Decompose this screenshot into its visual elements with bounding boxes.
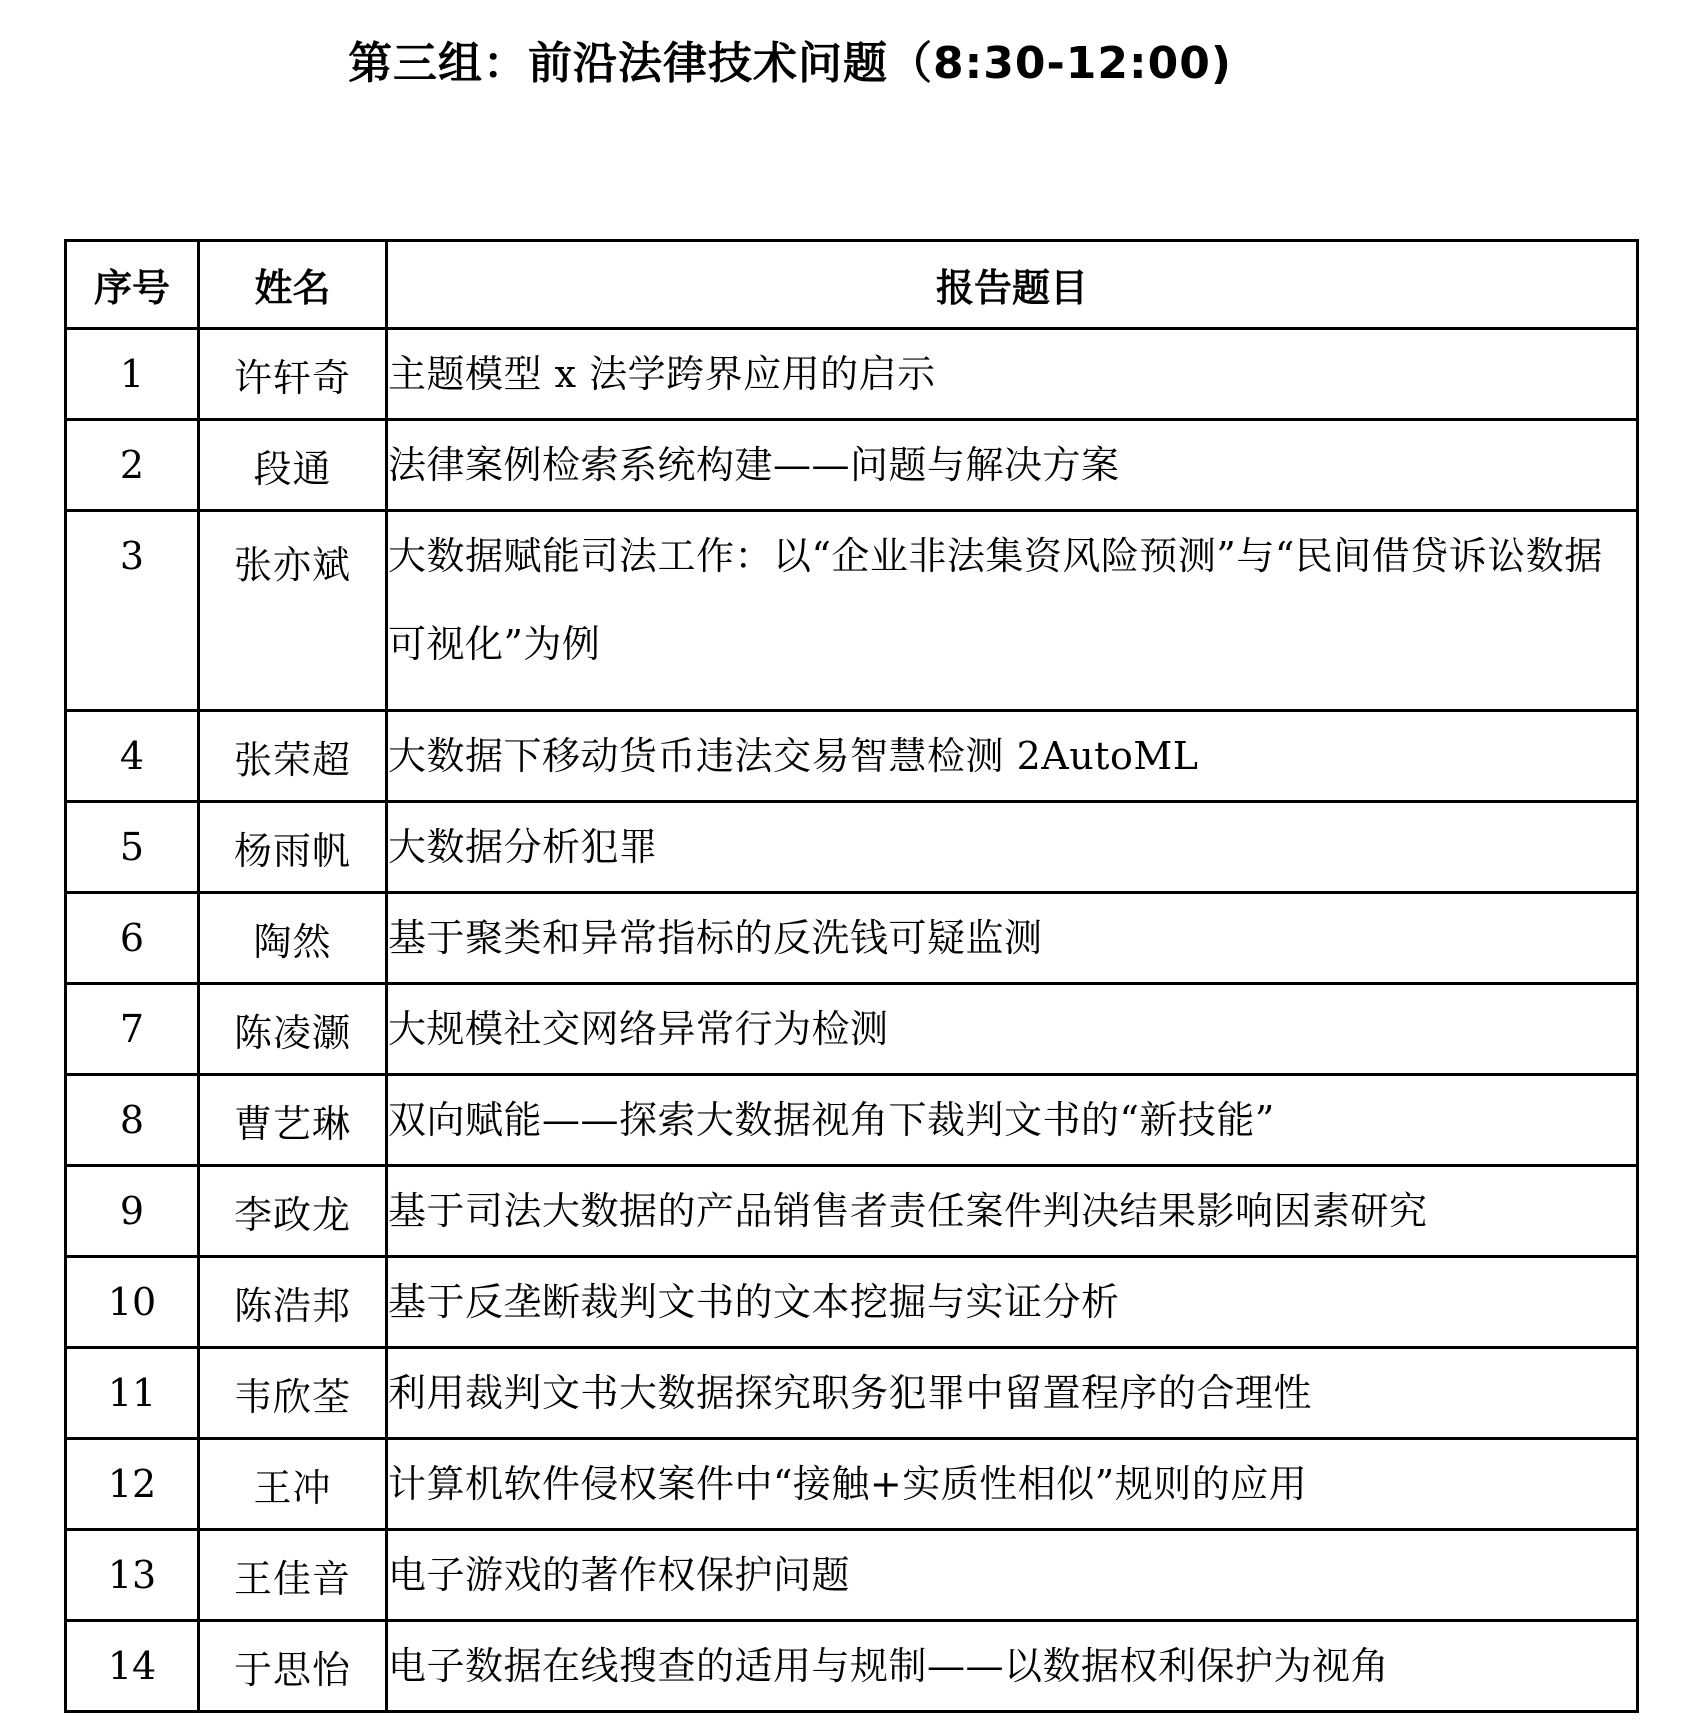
row-topic: 基于反垄断裁判文书的文本挖掘与实证分析 bbox=[387, 1257, 1638, 1348]
row-number: 2 bbox=[66, 420, 199, 511]
table-row bbox=[66, 1348, 1638, 1439]
row-topic: 双向赋能——探索大数据视角下裁判文书的“新技能” bbox=[387, 1075, 1638, 1166]
row-name: 曹艺琳 bbox=[199, 1075, 387, 1166]
row-topic: 计算机软件侵权案件中“接触+实质性相似”规则的应用 bbox=[387, 1439, 1638, 1530]
row-name: 许轩奇 bbox=[199, 329, 387, 420]
row-number: 8 bbox=[66, 1075, 199, 1166]
table-row bbox=[66, 1439, 1638, 1530]
row-number: 7 bbox=[66, 984, 199, 1075]
row-number: 11 bbox=[66, 1348, 199, 1439]
table-row bbox=[66, 1621, 1638, 1712]
table-header-row bbox=[66, 241, 1638, 329]
row-number: 5 bbox=[66, 802, 199, 893]
table-row bbox=[66, 1075, 1638, 1166]
row-name: 段通 bbox=[199, 420, 387, 511]
row-name: 王佳音 bbox=[199, 1530, 387, 1621]
row-topic: 电子数据在线搜查的适用与规制——以数据权利保护为视角 bbox=[387, 1621, 1638, 1712]
table-row bbox=[66, 511, 1638, 711]
row-topic: 利用裁判文书大数据探究职务犯罪中留置程序的合理性 bbox=[387, 1348, 1638, 1439]
row-number: 4 bbox=[66, 711, 199, 802]
row-number: 10 bbox=[66, 1257, 199, 1348]
row-topic: 电子游戏的著作权保护问题 bbox=[387, 1530, 1638, 1621]
row-number: 6 bbox=[66, 893, 199, 984]
row-topic: 基于司法大数据的产品销售者责任案件判决结果影响因素研究 bbox=[387, 1166, 1638, 1257]
table-row bbox=[66, 802, 1638, 893]
row-name: 张亦斌 bbox=[199, 511, 387, 711]
row-topic: 法律案例检索系统构建——问题与解决方案 bbox=[387, 420, 1638, 511]
row-topic: 大数据下移动货币违法交易智慧检测 2AutoML bbox=[387, 711, 1638, 802]
row-number: 9 bbox=[66, 1166, 199, 1257]
page-title: 第三组：前沿法律技术问题（8:30-12:00) bbox=[348, 38, 1232, 89]
row-topic: 大数据赋能司法工作：以“企业非法集资风险预测”与“民间借贷诉讼数据可视化”为例 bbox=[387, 511, 1638, 711]
row-number: 12 bbox=[66, 1439, 199, 1530]
row-name: 陈凌灏 bbox=[199, 984, 387, 1075]
row-topic: 大规模社交网络异常行为检测 bbox=[387, 984, 1638, 1075]
row-topic: 主题模型 x 法学跨界应用的启示 bbox=[387, 329, 1638, 420]
row-name: 杨雨帆 bbox=[199, 802, 387, 893]
row-topic: 基于聚类和异常指标的反洗钱可疑监测 bbox=[387, 893, 1638, 984]
header-number: 序号 bbox=[66, 241, 199, 329]
row-number: 13 bbox=[66, 1530, 199, 1621]
row-name: 陈浩邦 bbox=[199, 1257, 387, 1348]
row-name: 于思怡 bbox=[199, 1621, 387, 1712]
schedule-table bbox=[64, 239, 1639, 1713]
row-name: 陶然 bbox=[199, 893, 387, 984]
row-name: 韦欣荃 bbox=[199, 1348, 387, 1439]
table-row bbox=[66, 893, 1638, 984]
row-number: 3 bbox=[66, 511, 199, 711]
table-row bbox=[66, 984, 1638, 1075]
table-row bbox=[66, 1257, 1638, 1348]
table-row bbox=[66, 420, 1638, 511]
header-topic: 报告题目 bbox=[387, 241, 1638, 329]
row-name: 王冲 bbox=[199, 1439, 387, 1530]
table-row bbox=[66, 329, 1638, 420]
header-name: 姓名 bbox=[199, 241, 387, 329]
row-topic: 大数据分析犯罪 bbox=[387, 802, 1638, 893]
row-number: 1 bbox=[66, 329, 199, 420]
row-name: 李政龙 bbox=[199, 1166, 387, 1257]
table-row bbox=[66, 711, 1638, 802]
row-number: 14 bbox=[66, 1621, 199, 1712]
table-row bbox=[66, 1166, 1638, 1257]
row-name: 张荣超 bbox=[199, 711, 387, 802]
table-row bbox=[66, 1530, 1638, 1621]
